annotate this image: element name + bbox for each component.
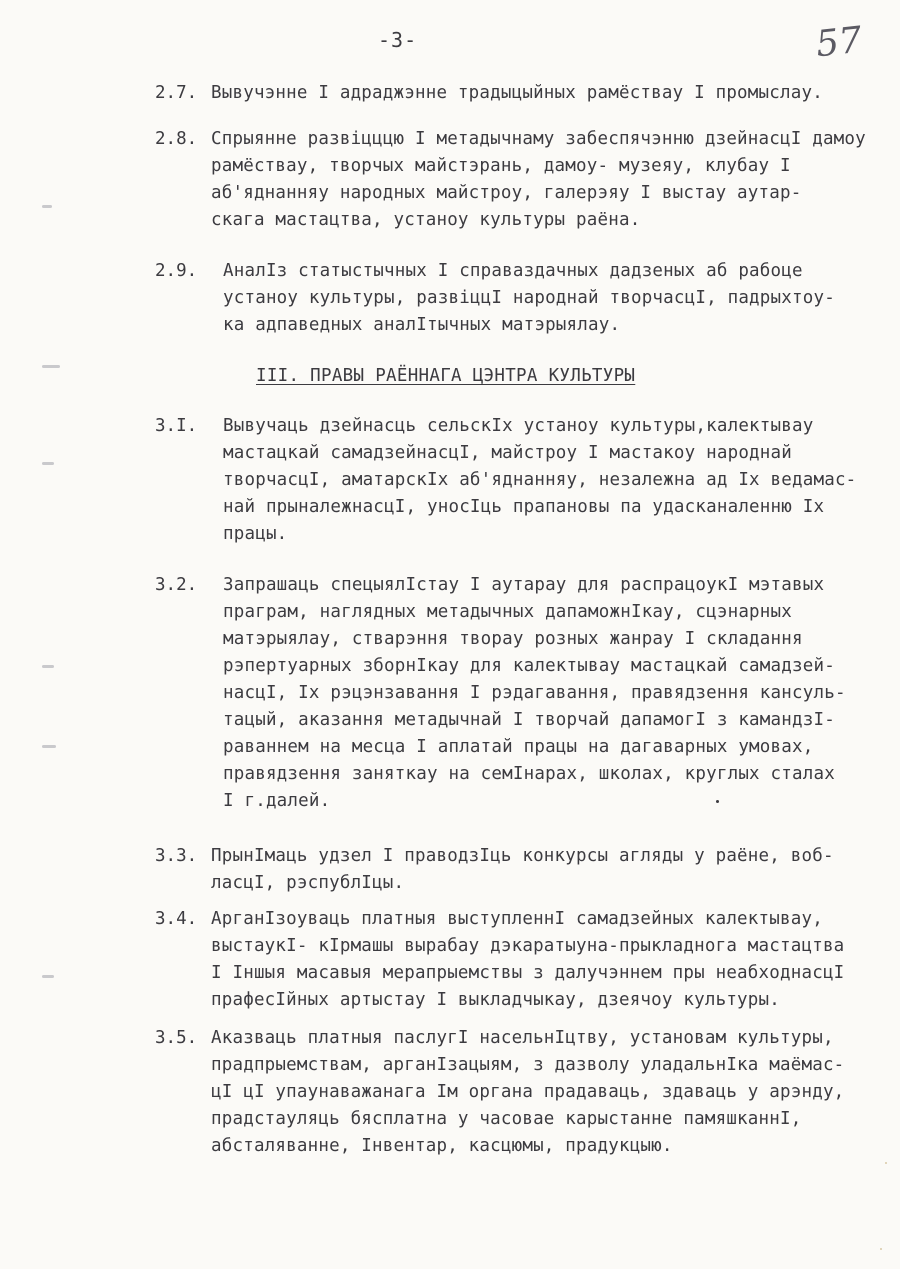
clause-number: 2.8.: [155, 129, 198, 149]
clause-text: Вывучэнне І адраджэнне традыцыйных рамёствау І промыслау.: [211, 83, 823, 103]
paper-speck: [885, 1162, 887, 1164]
handwritten-folio-number: 57: [813, 19, 864, 66]
clause-number: 2.9.: [155, 261, 198, 281]
clause-3-1: [155, 413, 895, 548]
ink-dot: [716, 800, 719, 803]
clause-number: 3.2.: [155, 575, 198, 595]
clause-text: Запрашаць спецыялІстау І аутарау для распрацоукІ мэтавых праграм, наглядных метадычных дапаможнІкау, сцэнарных матэрыялау, стварэння творау розных жанрау І складання рэпертуарных зборнІкау для калектывау мастацкай самадзей- насцІ, Іх рэцэнзавання І рэдагавання, правядзення кансуль- тацый, аказання метадычнай І творчай дапамогІ з камандзІ- раваннем на месца І аплатай працы на дагаварных умовах, правядзення заняткау на семІнарах, школах, круглых сталах І г.далей.: [223, 575, 846, 811]
clause-3-3: [155, 843, 895, 897]
margin-mark: [42, 365, 60, 368]
clause-text: Вывучаць дзейнасць сельскІх устаноу культуры,калектывау мастацкай самадзейнасцІ, майстроу І мастакоу народнай творчасцІ, аматарскІх аб'яднанняу, незалежна ад Іх ведамас- най прыналежнасцІ, уносІць прапановы па удасканаленню Іх працы.: [223, 416, 857, 544]
clause-3-4: [155, 906, 895, 1014]
page-number: -3-: [378, 28, 418, 52]
clause-text: АрганІзоуваць платныя выступленнІ самадзейных калектывау, выстаукІ- кІрмашы вырабау дэкаратыуна-прыкладнога мастацтва І Іншыя масавыя мерапрыемствы з далучэннем пры неабходнасцІ прафесІйных артыстау І выкладчыкау, дзеячоу культуры.: [211, 909, 845, 1010]
clause-2-8: [155, 126, 895, 234]
clause-2-9: [155, 258, 895, 339]
clause-2-7: [155, 80, 895, 107]
clause-number: 3.5.: [155, 1028, 198, 1048]
margin-mark: [42, 462, 54, 465]
clause-3-5: [155, 1025, 895, 1160]
clause-text: АналІз статыстычных І справаздачных дадзеных аб рабоце устаноу культуры, развіццІ народнай творчасцІ, падрыхтоу- ка адпаведных аналІтычных матэрыялау.: [223, 261, 835, 335]
margin-mark: [42, 745, 56, 748]
clause-number: 3.І.: [155, 416, 198, 436]
clause-text: ПрынІмаць удзел І праводзІць конкурсы агляды у раёне, воб- ласцІ, рэспублІцы.: [211, 846, 834, 893]
clause-number: 2.7.: [155, 83, 198, 103]
clause-3-2: [155, 572, 895, 815]
clause-text: Спрыянне развіцццю І метадычнаму забеспячэнню дзейнасцІ дамоу рамёствау, творчых майстэрань, дамоу- музеяу, клубау І аб'яднанняу народных майстроу, галерэяу І выстау аутар- скага мастацтва, устаноу культуры раёна.: [211, 129, 866, 230]
section-heading: III. ПРАВЫ РАЁННАГА ЦЭНТРА КУЛЬТУРЫ: [256, 366, 636, 386]
paper-speck: [880, 1248, 882, 1250]
clause-number: 3.4.: [155, 909, 198, 929]
margin-mark: [42, 975, 54, 978]
margin-mark: [42, 665, 54, 668]
margin-mark: [42, 205, 52, 208]
clause-text: Аказваць платныя паслугІ насельнІцтву, установам культуры, прадпрыемствам, арганІзацыям, з дазволу уладальнІка маёмас- цІ цІ упаунаважанага Ім органа прадаваць, здаваць у арэнду, прадстауляць бясплатна у часовае карыстанне памяшканнІ, абсталяванне, Інвентар, касцюмы, прадукцыю.: [211, 1028, 845, 1156]
clause-number: 3.3.: [155, 846, 198, 866]
